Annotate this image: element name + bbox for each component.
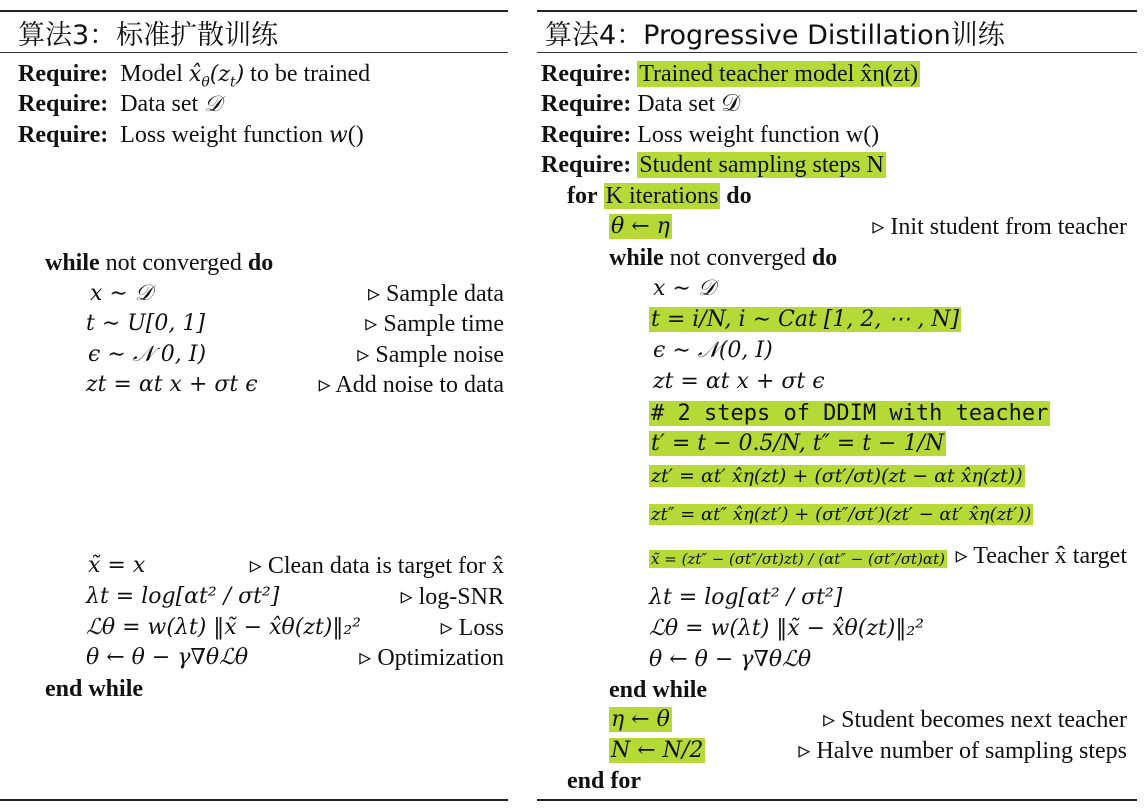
while-keyword: while	[609, 245, 664, 271]
algo4-line-sample-data: x ∼ 𝒟	[653, 276, 716, 301]
algo4-line-while	[609, 243, 837, 273]
require-keyword: Require:	[18, 122, 109, 148]
algo3-comment-sample-data: ▹ Sample data	[367, 281, 504, 307]
algo4-line-sample-noise: ϵ ∼ 𝒩(0, I)	[653, 338, 773, 363]
next-teacher-text: η ← θ	[611, 707, 670, 732]
do-keyword: do	[811, 245, 838, 271]
bottom-rule	[537, 799, 1137, 801]
algo3-line-add-noise: zt = αt x + σt ϵ	[86, 372, 258, 397]
teacher-model-text: Trained teacher model x̂η(zt)	[639, 61, 919, 87]
algo4-line-require-data	[541, 89, 740, 119]
algo4-line-teacher-target	[649, 543, 947, 573]
require-keyword: Require:	[18, 61, 109, 87]
require-keyword: Require:	[541, 122, 632, 148]
algo4-comment-next-teacher: ▹ Student becomes next teacher	[823, 707, 1127, 733]
algo4-line-init	[609, 212, 672, 242]
halve-steps-text: N ← N/2	[611, 738, 704, 763]
algo4-line-sample-time	[649, 305, 961, 335]
algo3-line-end-while	[45, 674, 143, 704]
algorithm-3-title: 算法3：标准扩散训练	[18, 20, 279, 51]
require-keyword: Require:	[541, 61, 632, 87]
algo3-line-require-loss: Require: Loss weight function w()	[18, 122, 364, 148]
algo3-comment-log-snr: ▹ log-SNR	[400, 584, 504, 610]
algo4-line-loss: ℒθ = w(λt) ‖x̃ − x̂θ(zt)‖₂²	[649, 616, 924, 641]
for-keyword: for	[567, 183, 598, 209]
do-keyword: do	[726, 183, 752, 209]
algo4-comment-init: ▹ Init student from teacher	[872, 214, 1127, 240]
algo4-line-ddim-step-2	[649, 499, 1033, 529]
algo3-line-sample-data: x ∼ 𝒟	[90, 281, 153, 306]
data-set-text: Data set 𝒟	[637, 91, 741, 117]
algo3-line-sample-noise: ϵ ∼ 𝒩 0, I)	[88, 342, 207, 367]
end-while-keyword: end while	[45, 676, 144, 702]
top-rule	[0, 10, 508, 12]
algo3-comment-optimization: ▹ Optimization	[359, 645, 504, 671]
algo3-comment-sample-time: ▹ Sample time	[365, 311, 504, 337]
algorithm-4-title: 算法4：Progressive Distillation训练	[545, 20, 1005, 51]
while-condition: not converged	[669, 245, 806, 271]
while-keyword: while	[45, 250, 100, 276]
algo4-line-next-teacher	[609, 705, 672, 735]
algo4-line-ddim-comment	[649, 398, 1050, 428]
while-condition: not converged	[105, 250, 242, 276]
algo3-comment-loss: ▹ Loss	[440, 615, 504, 641]
discrete-time-text: t = i/N, i ∼ Cat [1, 2, ⋯ , N]	[651, 307, 960, 332]
end-for-keyword: end for	[567, 768, 641, 794]
algo4-line-ddim-step-1	[649, 461, 1025, 491]
algo4-line-end-while	[609, 675, 707, 705]
algo3-comment-sample-noise: ▹ Sample noise	[357, 342, 504, 368]
algo3-line-loss: ℒθ = w(λt) ‖x̃ − x̂θ(zt)‖₂²	[86, 615, 361, 640]
algo3-line-require-data: Require: Data set 𝒟	[18, 91, 222, 117]
algo3-line-sample-time: t ∼ U[0, 1]	[86, 311, 205, 336]
student-steps-text: Student sampling steps N	[639, 152, 884, 178]
bottom-rule	[0, 799, 508, 801]
do-keyword: do	[247, 250, 274, 276]
top-rule	[537, 10, 1137, 12]
require-keyword: Require:	[541, 91, 632, 117]
algo3-line-target: x̃ = x	[88, 553, 146, 578]
end-while-keyword: end while	[609, 677, 708, 703]
algo4-line-time-steps	[649, 429, 946, 459]
iterations-text: K iterations	[605, 183, 719, 209]
title-rule	[0, 52, 508, 53]
algo4-line-require-steps	[541, 150, 886, 180]
time-steps-text: t′ = t − 0.5/N, t″ = t − 1/N	[651, 431, 945, 456]
algo3-line-require-model: Require: Model $x̂_\theta(z_t)$ to be trained	[18, 61, 371, 91]
algo4-line-end-for	[567, 766, 641, 796]
algo3-comment-add-noise: ▹ Add noise to data	[318, 372, 504, 398]
algo3-comment-target: ▹ Clean data is target for x̂	[249, 553, 504, 579]
algo4-line-halve-steps	[609, 736, 705, 766]
teacher-target-text: x̃ = (zt″ − (σt″/σt)zt) / (αt″ − (σt″/σt)αt)	[651, 550, 945, 568]
init-text: θ ← η	[611, 214, 670, 239]
require-keyword: Require:	[18, 91, 109, 117]
algo4-line-log-snr: λt = log[αt² / σt²]	[649, 585, 843, 610]
algo4-comment-halve-steps: ▹ Halve number of sampling steps	[798, 738, 1127, 764]
algo4-line-add-noise: zt = αt x + σt ϵ	[653, 369, 825, 394]
ddim-step-2-text: zt″ = αt″ x̂η(zt′) + (σt″/σt′)(zt′ − αt′ x̂η(zt′))	[651, 504, 1032, 525]
algo3-line-optimization: θ ← θ − γ∇θℒθ	[86, 645, 249, 670]
algo3-line-while	[45, 248, 273, 278]
loss-weight-text: Loss weight function w()	[637, 122, 880, 148]
title-rule	[537, 52, 1137, 53]
algo4-line-require-loss	[541, 120, 879, 150]
algo4-comment-teacher-target: ▹ Teacher x̂ target	[955, 543, 1127, 569]
algo4-line-require-teacher	[541, 59, 920, 89]
algo4-line-for	[567, 181, 752, 211]
require-keyword: Require:	[541, 152, 632, 178]
ddim-step-1-text: zt′ = αt′ x̂η(zt) + (σt′/σt)(zt − αt x̂η(zt))	[651, 465, 1023, 487]
algo4-line-optimization: θ ← θ − γ∇θℒθ	[649, 647, 812, 672]
algo3-line-log-snr: λt = log[αt² / σt²]	[86, 584, 280, 609]
ddim-comment-text: # 2 steps of DDIM with teacher	[651, 401, 1049, 426]
